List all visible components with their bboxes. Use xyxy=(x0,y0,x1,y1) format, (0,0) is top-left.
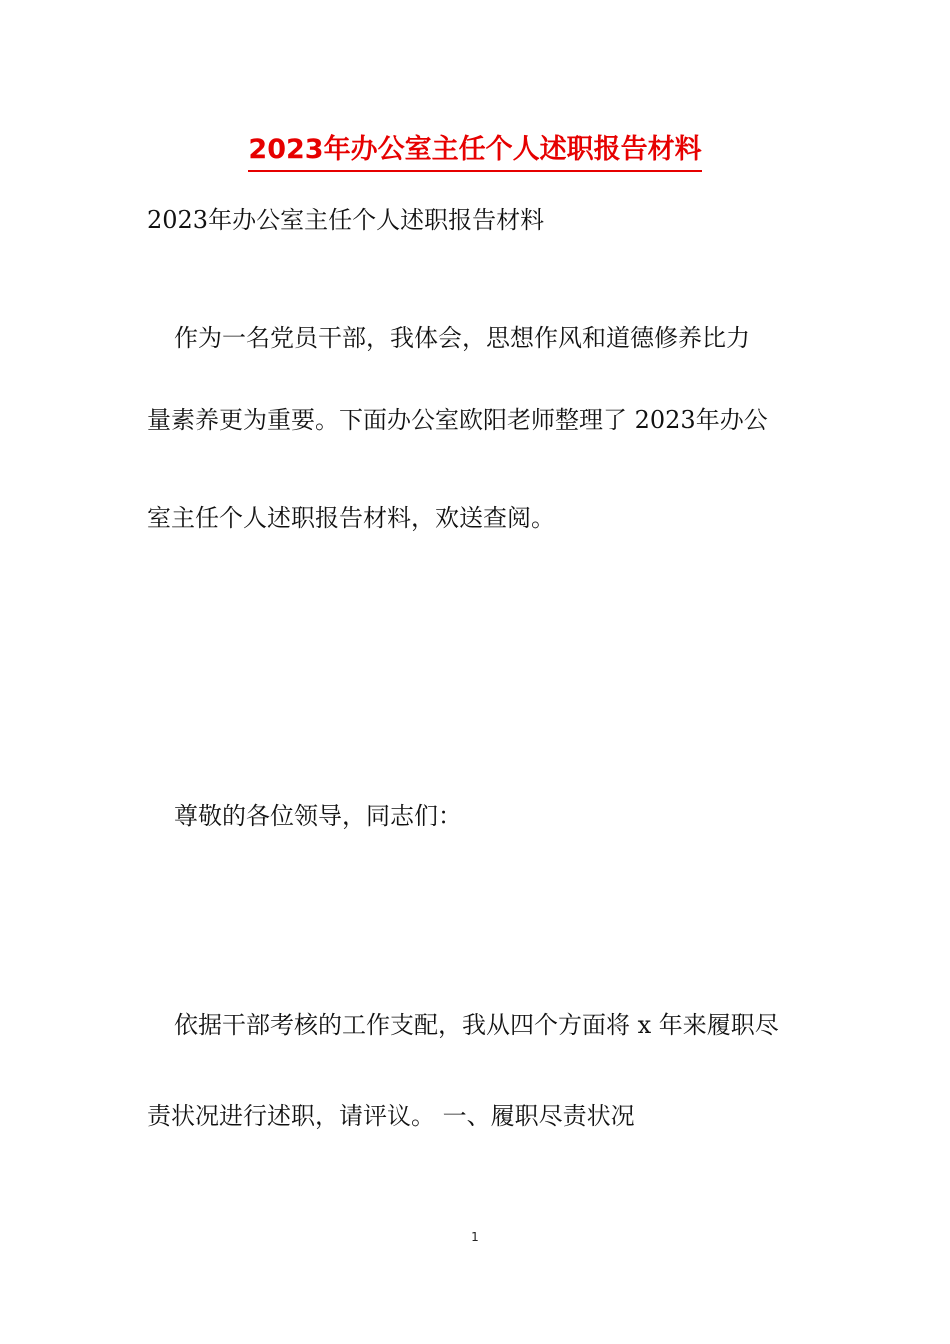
paragraph-line-1: 作为一名党员干部，我体会，思想作风和道德修养比力 xyxy=(174,324,750,352)
paragraph-line-3: 室主任个人述职报告材料，欢送查阅。 xyxy=(147,504,555,532)
paragraph-line-4: 依据干部考核的工作支配，我从四个方面将 x 年来履职尽 xyxy=(174,1011,779,1039)
document-title-wrap xyxy=(0,130,950,172)
paragraph-line-2: 量素养更为重要。下面办公室欧阳老师整理了 2023年办公 xyxy=(147,406,768,434)
subtitle-line: 2023年办公室主任个人述职报告材料 xyxy=(147,206,545,234)
page-number: 1 xyxy=(471,1230,479,1244)
document-title: 2023年办公室主任个人述职报告材料 xyxy=(248,130,701,172)
paragraph-line-5: 责状况进行述职，请评议。 一、履职尽责状况 xyxy=(147,1102,635,1130)
greeting-line: 尊敬的各位领导，同志们： xyxy=(174,802,462,830)
